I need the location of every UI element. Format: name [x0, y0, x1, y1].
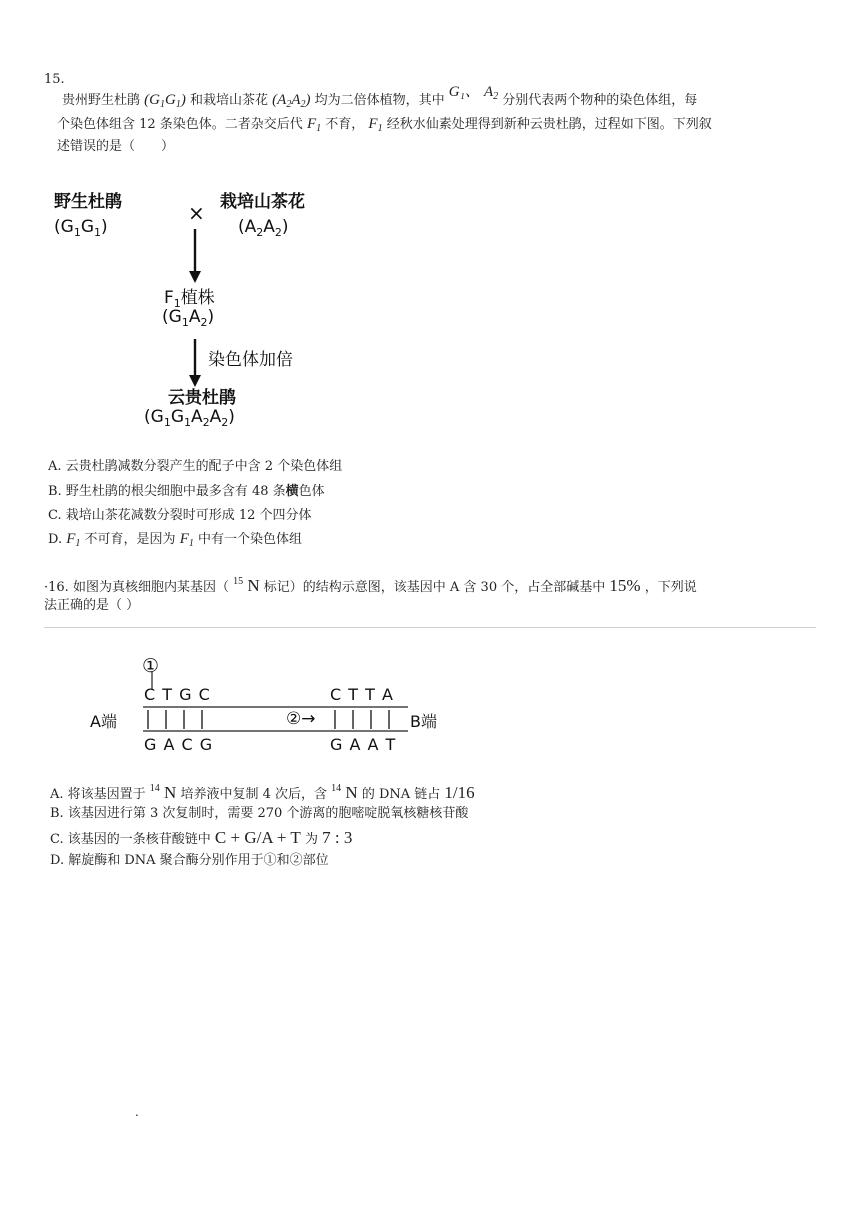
- site-1-marker: ①: [142, 655, 160, 677]
- q15-option-c: C. 栽培山茶花减数分裂时可形成 12 个四分体: [48, 508, 312, 523]
- n14-isotope: $^{14}$ N: [149, 783, 177, 802]
- stray-dot: .: [135, 1105, 139, 1119]
- g1-symbol: G₁、: [448, 84, 480, 100]
- b-end-label: B端: [410, 712, 437, 731]
- chromosome-doubling-label: 染色体加倍: [208, 350, 293, 370]
- section-divider: [44, 627, 816, 628]
- ratio-value: 7 : 3: [322, 828, 353, 847]
- f1-symbol: $F_1$: [179, 531, 194, 549]
- f1-symbol: $F_1$: [368, 116, 383, 134]
- percentage: 15%: [609, 576, 641, 595]
- wild-genotype: $(G_1G_1)$: [54, 217, 108, 239]
- bottom-strand-right-bases: G A A T: [330, 735, 397, 754]
- f1-symbol: $F_1$: [66, 531, 81, 549]
- yungui-rhododendron-label: 云贵杜鹃: [168, 388, 236, 408]
- q15-text: 和栽培山茶花: [189, 93, 268, 108]
- wild-rhododendron-label: 野生杜鹃: [54, 192, 122, 212]
- top-strand-right-bases: C T T A: [330, 685, 394, 704]
- q16-option-b: B. 该基因进行第 3 次复制时，需要 270 个游离的胞嘧啶脱氧核糖核苷酸: [50, 806, 469, 821]
- q16-option-c: C. 该基因的一条核苷酸链中 C + G/A + T 为 7 : 3: [50, 828, 353, 847]
- f1-symbol: $F_1$: [306, 116, 322, 134]
- q15-text: 均为二倍体植物，其中: [314, 93, 445, 108]
- q16-option-d: D. 解旋酶和 DNA 聚合酶分别作用于①和②部位: [50, 853, 329, 868]
- q15-option-d: D. $F_1$ 不可育，是因为 $F_1$ 中有一个染色体组: [48, 531, 303, 549]
- camellia-label: 栽培山茶花: [220, 192, 305, 212]
- q16-option-a: A. 将该基因置于 $^{14}$ N 培养液中复制 4 次后，含 $^{14}$ N 的 DNA 链占 1/16: [50, 783, 475, 802]
- q15-option-a: A. 云贵杜鹃减数分裂产生的配子中含 2 个染色体组: [48, 459, 343, 474]
- question-16-line-2: 法正确的是（ ）: [44, 598, 140, 613]
- question-15-line-3: 述错误的是（ ）: [57, 139, 175, 154]
- n15-isotope: $^{15}$ N: [233, 576, 260, 595]
- top-strand-left-bases: C T G C: [144, 685, 211, 704]
- g1g1-formula: $(G_1G_1)$: [144, 92, 186, 110]
- base-ratio-expression: C + G/A + T: [214, 828, 301, 847]
- q15-text: 分别代表两个物种的染色体组，每: [502, 93, 698, 108]
- n14-isotope: $^{14}$ N: [331, 783, 358, 802]
- question-15-number: 15.: [44, 72, 65, 87]
- dna-backbone-lines: [90, 655, 470, 755]
- a-end-label: A端: [90, 712, 117, 731]
- q15-text: 经秋水仙素处理得到新种云贵杜鹃，过程如下图。下列叙: [386, 117, 712, 132]
- dna-structure-diagram: [90, 655, 470, 755]
- site-2-marker: ②→: [286, 709, 316, 729]
- a2a2-formula: $(A_2A_2)$: [272, 92, 311, 110]
- q15-option-b: B. 野生杜鹃的根尖细胞中最多含有 48 条横色体: [48, 484, 325, 499]
- cross-symbol: ×: [188, 201, 205, 225]
- q15-text: 不育，: [325, 117, 365, 132]
- fraction-value: 1/16: [444, 783, 475, 802]
- hybridization-diagram: [44, 175, 444, 435]
- f1-plant-label: $F_1$植株: [164, 288, 215, 310]
- f1-genotype: $(G_1A_2)$: [162, 307, 215, 329]
- camellia-genotype: $(A_2A_2)$: [238, 217, 289, 239]
- yungui-genotype: $(G_1G_1A_2A_2)$: [144, 407, 235, 429]
- a2-symbol: $A_2$: [483, 84, 499, 102]
- bottom-strand-left-bases: G A C G: [144, 735, 214, 754]
- q15-text: 个染色体组含 12 条染色体。二者杂交后代: [57, 117, 303, 132]
- question-16-line-1: ·16. 如图为真核细胞内某基因（ $^{15}$ N 标记）的结构示意图，该基因中 A 含 30 个，占全部碱基中 15% ，下列说: [44, 576, 697, 595]
- q15-text: 贵州野生杜鹃: [62, 93, 141, 108]
